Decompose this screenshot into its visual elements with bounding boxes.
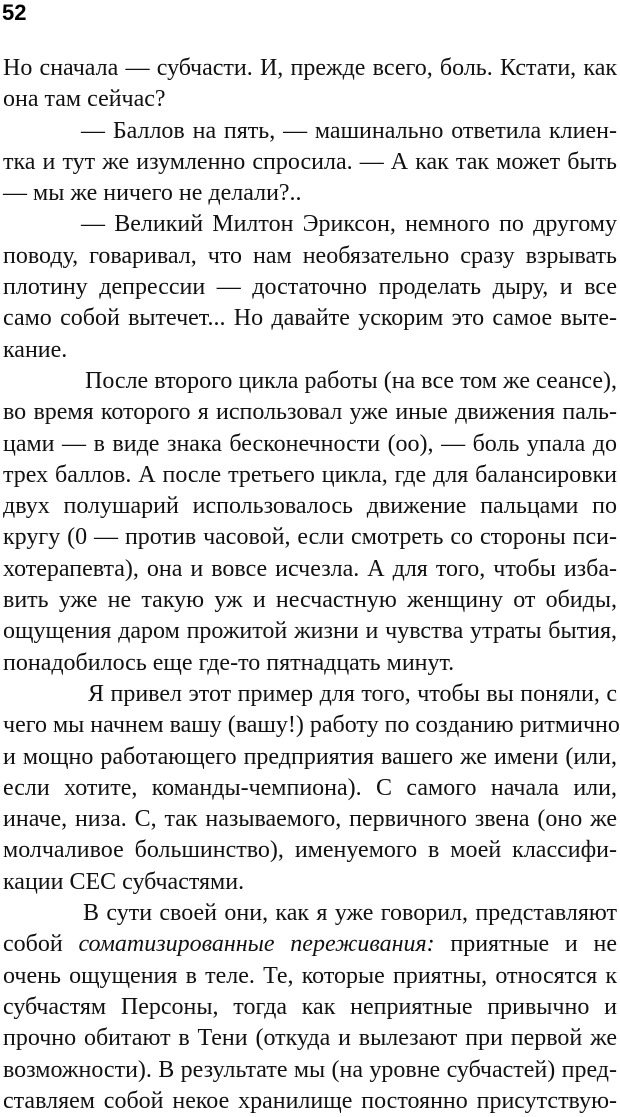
text-line: ощущения даром прожитой жизни и чувства утраты бытия,: [3, 618, 617, 645]
text-line: хотерапевта), она и вовсе исчезла. А для того, чтобы изба-: [3, 555, 617, 582]
text-line: плотину депрессии — достаточно проделать дыру, и все: [3, 274, 617, 301]
page-number: 52: [2, 0, 27, 25]
text-line: возможности). В результате мы (на уровне субчастей) пред-: [3, 1056, 617, 1083]
text-line: — Баллов на пять, — машинально ответила клиен-: [81, 117, 617, 144]
text-line: прочно обитают в Тени (откуда и вылезают при первой же: [3, 1025, 617, 1052]
text-line: двух полушарий использовалось движение пальцами по: [3, 493, 617, 520]
text-line: во время которого я использовал уже иные движения паль-: [3, 399, 617, 426]
text-line: иначе, низа. С, так называемого, первичного звена (оно же: [3, 806, 617, 833]
text-line: вить уже не такую уж и несчастную женщину от обиды,: [3, 587, 617, 614]
text-line: кание.: [3, 336, 68, 363]
text-line: кации СЕС субчастями.: [3, 868, 245, 895]
text-segment: приятные и не: [434, 931, 617, 958]
text-line: ставляем собой некое хранилище постоянно присутствую-: [3, 1087, 617, 1114]
text-line: очень ощущения в теле. Те, которые приятны, относятся к: [3, 962, 617, 989]
text-line: молчаливое большинство), именуемого в моей классифи-: [3, 837, 617, 864]
text-line: После второго цикла работы (на все том же сеансе),: [85, 367, 617, 394]
text-line: [3, 929, 617, 960]
text-line: чего мы начнем вашу (вашу!) работу по созданию ритмично: [3, 712, 620, 739]
italic-phrase: соматизированные переживания:: [78, 931, 435, 958]
text-line: если хотите, команды-чемпиона). С самого начала или,: [3, 774, 617, 801]
text-line: поводу, говаривал, что нам необязательно сразу взрывать: [3, 242, 617, 269]
text-line: трех баллов. А после третьего цикла, где для балансировки: [3, 461, 617, 488]
text-line: тка и тут же изумленно спросила. — А как так может быть: [3, 148, 617, 175]
text-line: В сути своей они, как я уже говорил, представляют: [83, 900, 617, 927]
text-line: она там сейчас?: [3, 86, 166, 113]
text-line: и мощно работающего предприятия вашего же имени (или,: [3, 743, 617, 770]
text-segment: собой: [3, 931, 79, 958]
text-line: Но сначала — субчасти. И, прежде всего, боль. Кстати, как: [3, 55, 617, 81]
text-line: — мы же ничего не делали?..: [3, 180, 302, 207]
text-line: Я привел этот пример для того, чтобы вы поняли, с: [88, 680, 617, 707]
text-line: субчастям Персоны, тогда как неприятные привычно и: [3, 993, 617, 1020]
text-line: кругу (0 — против часовой, если смотреть со стороны пси-: [3, 524, 617, 551]
text-line: понадобилось еще где-то пятнадцать минут.: [3, 649, 455, 676]
body-text: [3, 53, 620, 1117]
text-line: цами — в виде знака бесконечности (oo), — боль упала до: [3, 430, 617, 457]
text-line: само собой вытечет... Но давайте ускорим это самое выте-: [3, 305, 617, 332]
text-line: — Великий Милтон Эриксон, немного по другому: [81, 211, 617, 238]
